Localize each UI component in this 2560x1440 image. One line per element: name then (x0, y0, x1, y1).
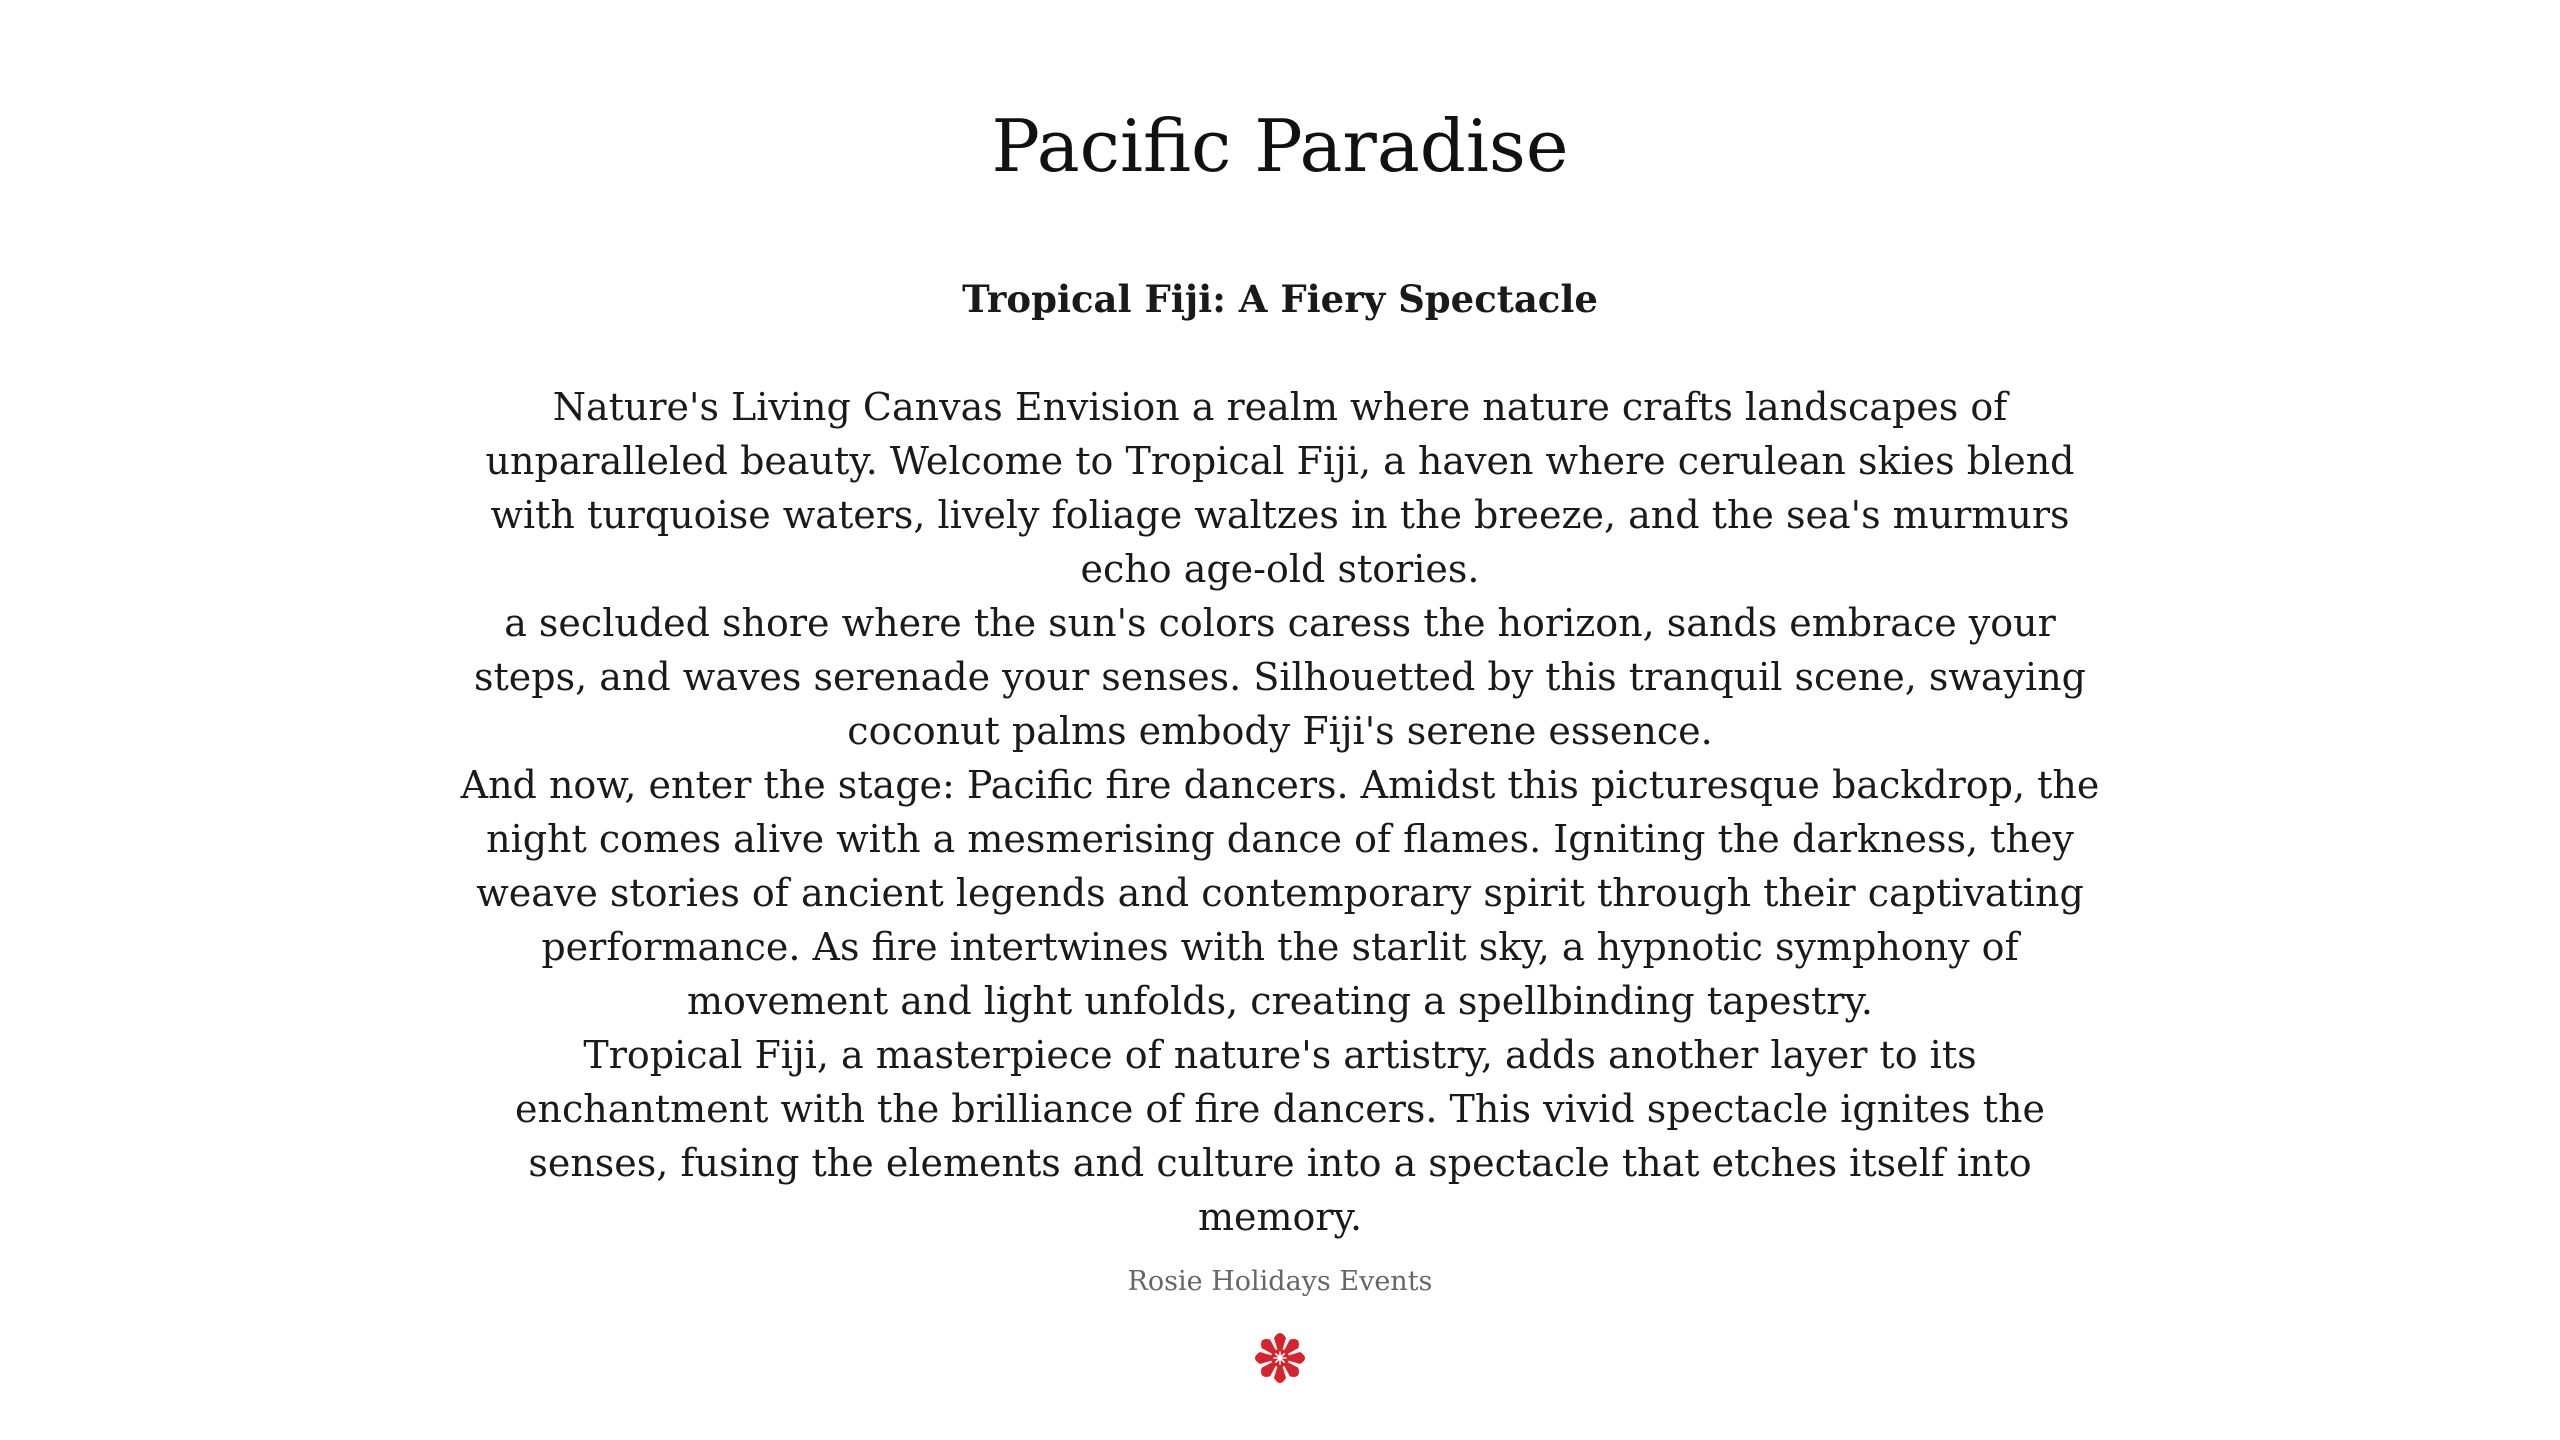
paragraph-conclusion: Tropical Fiji, a masterpiece of nature's artistry, adds another layer to its enchantment with the brilliance of fire dancers. This vivid spectacle ignites the senses, fusing the elements and culture into a spectacle that etches itself into memory. (515, 1033, 2045, 1239)
paragraph-shore: a secluded shore where the sun's colors caress the horizon, sands embrace your steps, and waves serenade your senses. Silhouetted by this tranquil scene, swaying coconut palms embody Fiji's serene essence. (473, 601, 2086, 753)
paragraph-fire-dancers: And now, enter the stage: Pacific fire dancers. Amidst this picturesque backdrop, the night comes alive with a mesmerising dance of flames. Igniting the darkness, they weave stories of ancient legends and contemporary spirit through their captivating performance. As fire intertwines with the starlit sky, a hypnotic symphony of movement and light unfolds, creating a spellbinding tapestry. (460, 763, 2100, 1023)
page-subtitle: Tropical Fiji: A Fiery Spectacle (962, 277, 1598, 321)
red-flower-logo-icon (1248, 1326, 1312, 1390)
paragraph-intro: Nature's Living Canvas Envision a realm where nature crafts landscapes of unparalleled beauty. Welcome to Tropical Fiji, a haven where cerulean skies blend with turquoise waters, lively foliage waltzes in the breeze, and the sea's murmurs echo age-old stories. (485, 385, 2075, 591)
page-title: Pacific Paradise (991, 104, 1569, 188)
footer-brand: Rosie Holidays Events (1127, 1266, 1433, 1297)
body-text (460, 380, 2100, 1244)
